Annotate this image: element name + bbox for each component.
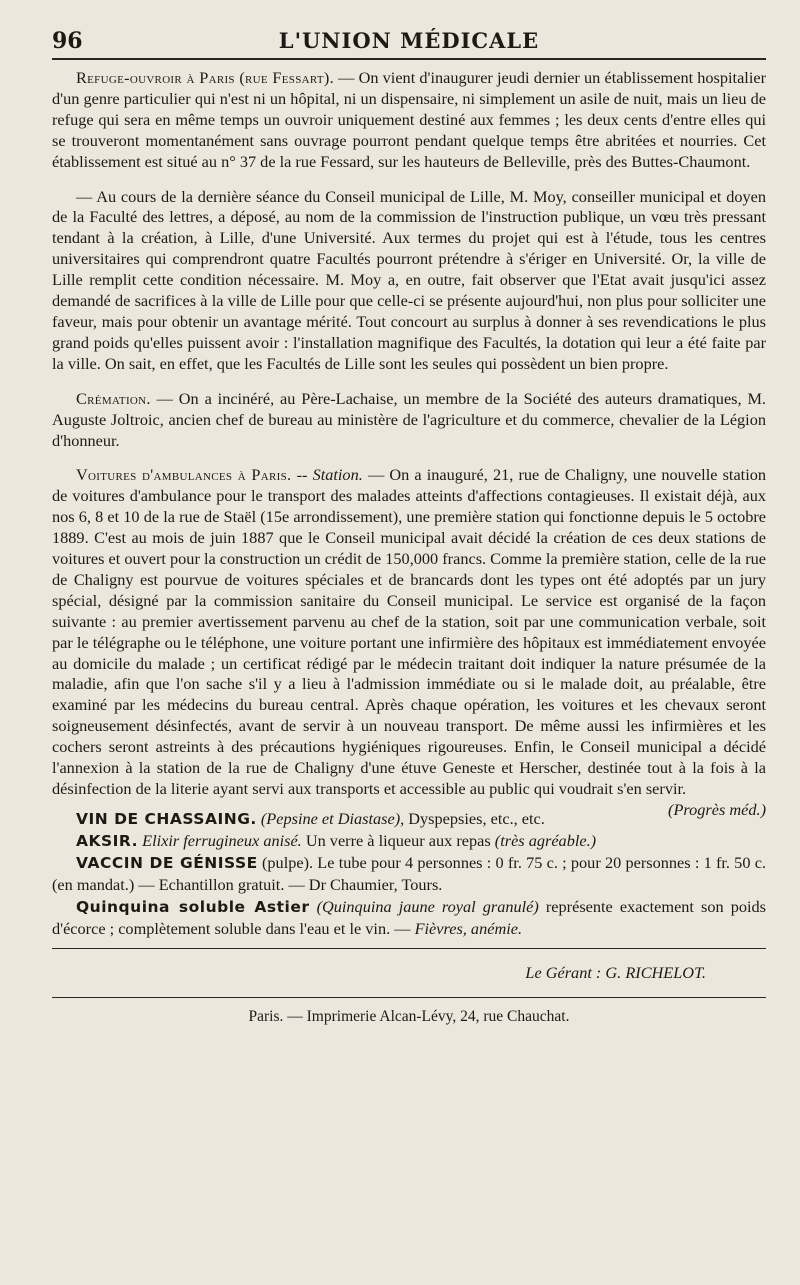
- ad-text: Dyspepsies, etc., etc.: [404, 808, 545, 828]
- ad-italic: (Pepsine et Diastase),: [260, 808, 405, 828]
- footer-rule-bottom: [52, 997, 766, 998]
- signature: Le Gérant : G. RICHELOT.: [525, 962, 706, 982]
- article-cremation: [52, 389, 766, 452]
- article-heading: Crémation.: [76, 388, 151, 408]
- article-subheading: Station.: [312, 465, 363, 485]
- ad-quinquina-astier: [52, 896, 766, 940]
- footer-rule-top: [52, 948, 766, 949]
- article-refuge-ouvroir: [52, 68, 766, 173]
- article-source: (Progrès méd.): [668, 799, 766, 819]
- ad-brand: AKSIR.: [76, 831, 139, 850]
- ad-brand: VACCIN DE GÉNISSE: [76, 853, 258, 872]
- header-rule: [52, 58, 766, 60]
- ad-text: représente exactement son poids d'écorce ; complètement soluble dans l'eau et le vin. —: [52, 896, 766, 938]
- article-lille-universite: [52, 187, 766, 375]
- article-voitures-ambulances: Voitures d'ambulances à Paris. -- Station. — On a inauguré, 21, rue de Chaligny, une nouvelle station de voitures d'ambulance pour le transport des malades atteints d'affections contagieuses. Il existait déjà, aux nos 6, 8 et 10 de la rue de Staël (15e arrondissement), une première station qui fonctionne depuis le 5 octobre 1889. C'est au mois de juin 1887 que le Conseil municipal avait décidé la création de ces deux stations de voitures et ouvert pour la construction un crédit de 150,000 francs. Comme la première station, celle de la rue de Chaligny est pourvue de voitures spéciales et de brancards dont les types ont été adoptés par un jury spécial, désigné par la commission sanitaire du Conseil municipal. Le service est organisé de la façon suivante : au premier avertissement parvenu au chef de la station, soit par une communication verbale, soit par le télégraphe ou le téléphone, une voiture portant une infirmière des hôpitaux est immédiatement envoyée au domicile du malade ; un certificat rédigé par le médecin traitant doit indiquer la nature présumée de la maladie, afin que l'on sache s'il y a lieu à l'admission immédiate ou si le malade doit, au préalable, être examiné par les médecins du bureau central. Après chaque opération, les voitures et les chevaux seront soigneusement désinfectés, avant de servir à un nouveau transport. De même aussi les infirmières et les cochers seront astreints à des précautions hygiéniques rigoureuses. Enfin, le Conseil municipal a décidé l'annexion à la station de la rue de Chaligny d'une étuve Geneste et Herscher, destinée tout à la fois à la désinfection de la literie ayant servi aux transports et accessible au public qui voudrait s'en servir. (Progrès méd.): [52, 465, 767, 819]
- page-header: [52, 20, 766, 52]
- ad-brand: VIN DE CHASSAING.: [76, 809, 257, 828]
- printer-line: Paris. — Imprimerie Alcan-Lévy, 24, rue Chauchat.: [248, 1007, 570, 1025]
- ad-aksir: [52, 830, 766, 852]
- article-body: — On a incinéré, au Père-Lachaise, un membre de la Société des auteurs dramatiques, M. Auguste Joltroic, ancien chef de bureau au ministère de l'agriculture et du commerce, chevalier de la Légion d'honneur.: [52, 388, 766, 450]
- ad-text: Un verre à liqueur aux repas: [301, 830, 495, 850]
- article-body: — On a inauguré, 21, rue de Chaligny, une nouvelle station de voitures d'ambulance pour le transport des malades atteints d'affections contagieuses. Il existait déjà, aux nos 6, 8 et 10 de la rue de Staël (15e arrondissement), une première station qui fonctionne depuis le 5 octobre 1889. C'est au mois de juin 1887 que le Conseil municipal avait décidé la création de ces deux stations de voitures et ouvert pour la construction un crédit de 150,000 francs. Comme la première station, celle de la rue de Chaligny est pourvue de voitures spéciales et de brancards dont les types ont été adoptés par un jury spécial, désigné par la commission sanitaire du Conseil municipal. Le service est organisé de la façon suivante : au premier avertissement parvenu au chef de la station, soit par une communication verbale, soit par le télégraphe ou le téléphone, une voiture portant une infirmière des hôpitaux est immédiatement envoyée au domicile du malade ; un certificat rédigé par le médecin traitant doit indiquer la nature présumée de la maladie, afin que l'on sache s'il y a lieu à l'admission immédiate ou si le malade doit, au préalable, être examiné par les médecins du bureau central. Après chaque opération, les voitures et les chevaux seront soigneusement désinfectés, avant de servir à un nouveau transport. De même aussi les infirmières et les cochers seront astreints à des précautions hygiéniques rigoureuses. Enfin, le Conseil municipal a décidé l'annexion à la station de la rue de Chaligny d'une étuve Geneste et Herscher, destinée tout à la fois à la désinfection de la literie ayant servi aux transports et accessible au public qui voudrait s'en servir.: [52, 465, 767, 798]
- ad-italic-2: (très agréable.): [494, 830, 597, 850]
- page-number: 96: [52, 28, 83, 54]
- ad-brand: Quinquina soluble Astier: [76, 897, 310, 916]
- ad-text: (pulpe). Le tube pour 4 personnes : 0 fr. 75 c. ; pour 20 personnes : 1 fr. 50 c. (en mandat.) — Echantillon gratuit. — Dr Chaumier, Tours.: [52, 852, 766, 894]
- journal-title: L'UNION MÉDICALE: [278, 28, 540, 53]
- article-body: — Au cours de la dernière séance du Conseil municipal de Lille, M. Moy, conseiller municipal et doyen de la Faculté des lettres, a déposé, au nom de la commission de l'instruction publique, un vœu très pressant tendant à la création, à Lille, d'une Université. Aux termes du projet qui est à l'étude, tous les centres universitaires qui comprendront quatre Facultés pourront prétendre à s'ériger en Université. Or, la ville de Lille remplit cette condition nécessaire. M. Moy a, en outre, fait observer que l'Etat avait jusqu'ici assez demandé de sacrifices à la ville de Lille pour que celle-ci se présente aujourd'hui, non plus pour solliciter une faveur, mais pour obtenir un avantage mérité. Tout concourt au surplus à donner à ses revendications le plus grand poids qu'elles puissent avoir : l'installation magnifique des Facultés, la dotation qui leur a été faite par la ville. On sait, en effet, que les Facultés de Lille sont les seules qui possèdent un bien propre.: [52, 186, 766, 373]
- ad-italic: Elixir ferrugineux anisé.: [142, 830, 302, 850]
- article-body: — On vient d'inaugurer jeudi dernier un établissement hospitalier d'un genre particulier qui n'est ni un hôpital, ni un dispensaire, ni simplement un asile de nuit, mais un lieu de refuge qui sera en même temps un ouvroir uniquement destiné aux femmes ; les deux cents d'entre elles qui se trouveront momentanément sans ouvrage pourront pendant quelque temps être abritées et nourries. Cet établissement est situé au n° 37 de la rue Fessard, sur les hauteurs de Belleville, près des Buttes-Chaumont.: [52, 68, 767, 171]
- ad-italic-2: Fièvres, anémie.: [414, 918, 523, 938]
- article-heading: Voitures d'ambulances à Paris.: [76, 465, 292, 485]
- ad-italic: (Quinquina jaune royal granulé): [309, 896, 539, 916]
- footer: [52, 948, 766, 1026]
- article-heading: Refuge-ouvroir à Paris (rue Fessart).: [76, 68, 334, 87]
- ad-vaccin-genisse: [52, 852, 766, 896]
